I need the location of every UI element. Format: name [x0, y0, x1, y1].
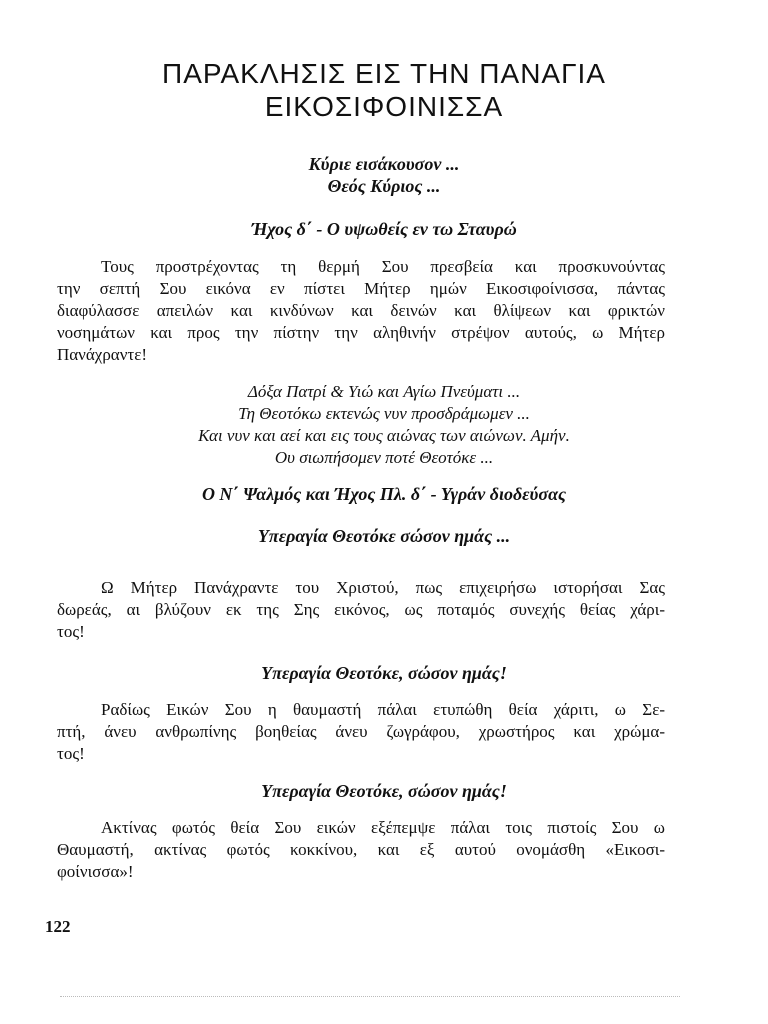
paragraph-line: Ραδίως Εικών Σου η θαυμαστή πάλαι ετυπώθη θεία χάριτι, ω Σε-	[101, 700, 665, 719]
paragraph-line: την σεπτή Σου εικόνα εν πίστει Μήτερ ημών Εικοσιφοίνισσα, πάντας	[57, 279, 665, 298]
verse-line-1: Δόξα Πατρί & Υιώ και Αγίω Πνεύματι ...	[247, 382, 521, 401]
paragraph-line: τος!	[57, 622, 85, 641]
verse-line-4: Ου σιωπήσομεν ποτέ Θεοτόκε ...	[274, 448, 494, 467]
paragraph-line: διαφύλασσε απειλών και κινδύνων και δεινών και θλίψεων και φρικτών	[57, 301, 665, 320]
refrain-2: Υπεραγία Θεοτόκε, σώσον ημάς!	[261, 663, 507, 683]
paragraph-line: δωρεάς, αι βλύζουν εκ της Σης εικόνος, ως ποταμός συνεχής θείας χάρι-	[57, 600, 665, 619]
scan-artifact	[60, 996, 680, 999]
intro-heading-line-2: Θεός Κύριος ...	[327, 176, 441, 196]
paragraph-line: φοίνισσα»!	[57, 862, 134, 881]
refrain-3: Υπεραγία Θεοτόκε, σώσον ημάς!	[261, 781, 507, 801]
paragraph-line: Ακτίνας φωτός θεία Σου εικών εξέπεμψε πάλαι τοις πιστοίς Σου ω	[101, 818, 665, 837]
verse-line-3: Και νυν και αεί και εις τους αιώνας των αιώνων. Αμήν.	[198, 426, 570, 445]
page-title-line-2: ΕΙΚΟΣΙΦΟΙΝΙΣΣΑ	[264, 91, 504, 122]
paragraph-line: Πανάχραντε!	[57, 345, 148, 364]
paragraph-line: τος!	[57, 744, 85, 763]
paragraph-line: Θαυμαστή, ακτίνας φωτός κοκκίνου, και εξ αυτού ονομάσθη «Εικοσι-	[57, 840, 665, 859]
paragraph-1	[57, 256, 665, 366]
refrain-1: Υπεραγία Θεοτόκε σώσον ημάς ...	[257, 526, 511, 546]
paragraph-line: πτή, άνευ ανθρωπίνης βοηθείας άνευ ζωγράφου, χρωστήρος και χρώμα-	[57, 722, 665, 741]
paragraph-2	[57, 577, 665, 643]
page-title-line-1: ΠΑΡΑΚΛΗΣΙΣ ΕΙΣ ΤΗΝ ΠΑΝΑΓΙΑ	[162, 58, 606, 89]
paragraph-line: Ω Μήτερ Πανάχραντε του Χριστού, πως επιχειρήσω ιστορήσαι Σας	[101, 578, 665, 597]
intro-heading-line-1: Κύριε εισάκουσον ...	[308, 154, 460, 174]
page-number: 122	[45, 917, 71, 936]
paragraph-4	[57, 817, 665, 883]
tone-heading-1: Ήχος δ΄ - Ο υψωθείς εν τω Σταυρώ	[251, 219, 517, 239]
paragraph-line: Τους προστρέχοντας τη θερμή Σου πρεσβεία και προσκυνούντας	[101, 257, 665, 276]
paragraph-line: νοσημάτων και προς την πίστην την αληθινήν στρέψον αυτούς, ω Μήτερ	[57, 323, 665, 342]
paragraph-3	[57, 699, 665, 765]
tone-heading-2: Ο Ν΄ Ψαλμός και Ήχος Πλ. δ΄ - Υγράν διοδεύσας	[201, 484, 567, 504]
verse-line-2: Τη Θεοτόκω εκτενώς νυν προσδράμωμεν ...	[238, 404, 530, 423]
